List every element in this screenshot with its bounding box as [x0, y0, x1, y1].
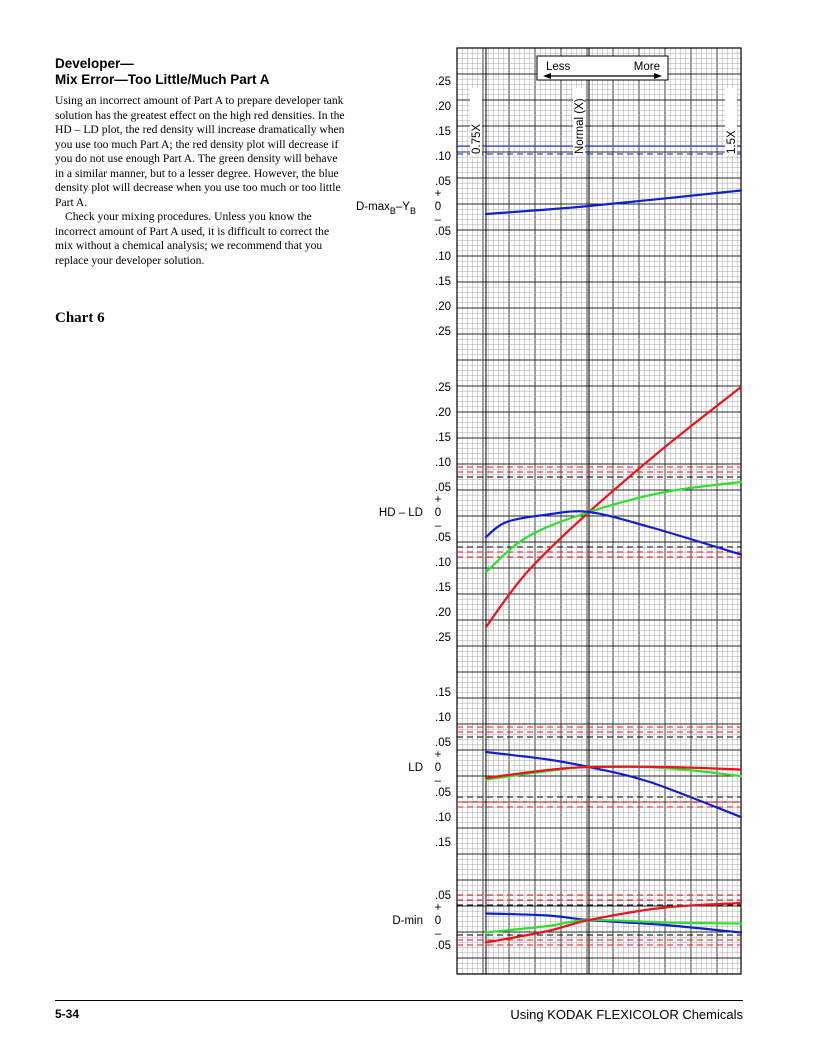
- x-label-normal: Normal (X): [574, 98, 586, 154]
- dmax-panel-label: $D-\max_B-Y_B$: [356, 201, 416, 216]
- dmin-tick-label: .05: [435, 940, 451, 952]
- hdld-tick-label: .25: [435, 382, 451, 394]
- arrow-more-label: More: [633, 61, 660, 73]
- hdld-plus-sign: +: [434, 494, 442, 506]
- hdld-minus-sign: –: [434, 520, 442, 532]
- hdld-tick-label: .20: [435, 607, 451, 619]
- dmax-tick-label: .25: [435, 326, 451, 338]
- ld-panel-label: LD: [408, 762, 423, 774]
- dmax-tick-label: .25: [435, 76, 451, 88]
- hdld-tick-label: .25: [435, 632, 451, 644]
- hdld-tick-label: .20: [435, 407, 451, 419]
- body-paragraph-2: Check your mixing procedures. Unless you know the incorrect amount of Part A used, it is difficult to correct the mix without a chemical analysis; we recommend that you replace your developer solution.: [55, 210, 330, 267]
- dmax-tick-label: .10: [435, 151, 451, 163]
- dmax-plus-sign: +: [434, 188, 442, 200]
- ld-tick-label: .10: [435, 812, 451, 824]
- hdld-zero-label: 0: [434, 507, 442, 519]
- arrow-less-label: Less: [546, 61, 571, 73]
- heading-line-2: Mix Error—Too Little/Much Part A: [55, 72, 270, 87]
- dmax-tick-label: .05: [435, 226, 451, 238]
- ld-tick-label: .05: [435, 737, 451, 749]
- x-label-075x: 0.75X: [471, 123, 483, 154]
- x-label-15x: 1.5X: [726, 130, 738, 154]
- ld-minus-sign: –: [434, 775, 442, 787]
- ld-zero-label: 0: [434, 762, 442, 774]
- ld-plus-sign: +: [434, 749, 442, 761]
- hdld-tick-label: .05: [435, 482, 451, 494]
- footer-page-number: 5-34: [55, 1007, 80, 1021]
- ld-tick-label: .15: [435, 837, 451, 849]
- footer-rule: [55, 1000, 743, 1001]
- heading-line-1: Developer—: [55, 56, 134, 71]
- ld-tick-label: .15: [435, 687, 451, 699]
- dmin-plus-sign: +: [434, 902, 442, 914]
- dmax-zero-label: 0: [434, 201, 442, 213]
- dmax-tick-label: .15: [435, 126, 451, 138]
- hdld-tick-label: .05: [435, 532, 451, 544]
- dmin-minus-sign: –: [434, 928, 442, 940]
- chart-label: Chart 6: [55, 310, 105, 326]
- dmin-zero-label: 0: [434, 915, 442, 927]
- chart-grid: [457, 48, 741, 974]
- ld-tick-label: .10: [435, 712, 451, 724]
- dmin-panel-label: D-min: [392, 915, 423, 927]
- hdld-tick-label: .10: [435, 457, 451, 469]
- dmax-tick-label: .05: [435, 176, 451, 188]
- footer-title: Using KODAK FLEXICOLOR Chemicals: [510, 1007, 743, 1022]
- body-paragraph-1: Using an incorrect amount of Part A to prepare developer tank solution has the greatest effect on the high red densities. In the HD – LD plot, the red density will increase dramatically when you use too much Part A; the red density plot will decrease if you do not use enough Part A. The green density will behave in a similar manner, but to a lesser degree. However, the blue density plot will decrease when you use too much or too little Part A.: [55, 94, 345, 209]
- dmax-tick-label: .20: [435, 301, 451, 313]
- dmax-tick-label: .20: [435, 101, 451, 113]
- dmax-tick-label: .15: [435, 276, 451, 288]
- hdld-tick-label: .15: [435, 432, 451, 444]
- dmax-tick-label: .10: [435, 251, 451, 263]
- hdld-panel-label: HD – LD: [378, 507, 423, 519]
- hdld-tick-label: .10: [435, 557, 451, 569]
- dmax-minus-sign: –: [434, 214, 442, 226]
- dmin-tick-label: .05: [435, 890, 451, 902]
- hdld-tick-label: .15: [435, 582, 451, 594]
- ld-tick-label: .05: [435, 787, 451, 799]
